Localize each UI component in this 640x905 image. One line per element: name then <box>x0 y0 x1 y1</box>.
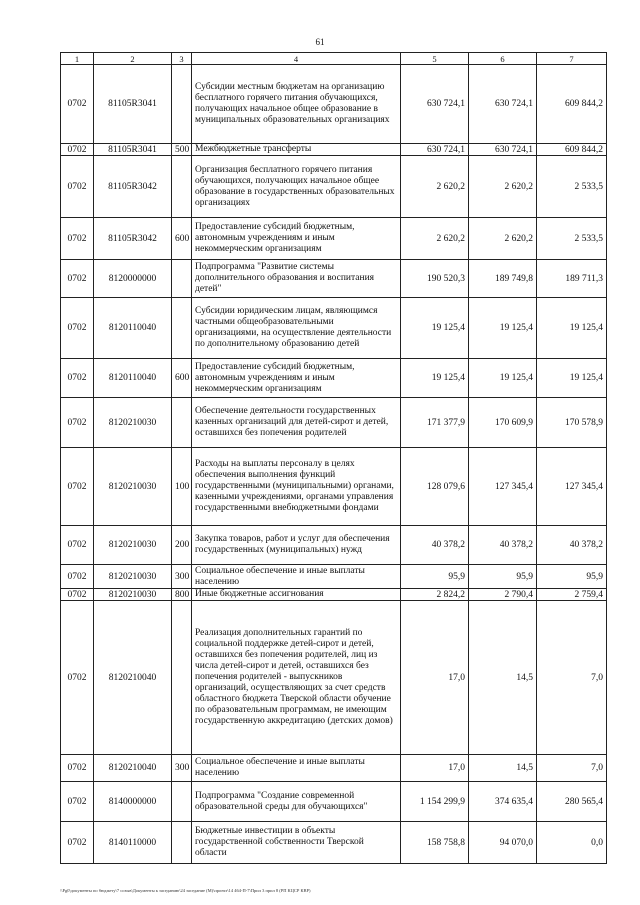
file-path-footer: \\Pg0\документы по бюджету\7 созыв\Документы к заседанию\24 заседание (М)\проект\14 464-П-7\Прил 3 прил 8 (РП КЦСР КВР) <box>60 888 311 893</box>
amount-col5: 1 154 299,9 <box>401 782 469 822</box>
target-article: 8140000000 <box>94 782 172 822</box>
col-header-4: 4 <box>192 53 401 65</box>
section-code: 0702 <box>61 782 94 822</box>
target-article: 81105R3042 <box>94 156 172 218</box>
amount-col6: 14,5 <box>469 601 537 755</box>
amount-col7: 7,0 <box>537 755 607 782</box>
target-article: 8120210030 <box>94 565 172 589</box>
section-code: 0702 <box>61 526 94 565</box>
table-row <box>61 156 607 218</box>
expense-kind: 500 <box>172 144 192 156</box>
expense-kind <box>172 782 192 822</box>
col-header-3: 3 <box>172 53 192 65</box>
col-header-2: 2 <box>94 53 172 65</box>
amount-col7: 95,9 <box>537 565 607 589</box>
section-code: 0702 <box>61 755 94 782</box>
amount-col5: 40 378,2 <box>401 526 469 565</box>
amount-col7: 2 533,5 <box>537 218 607 260</box>
expense-kind <box>172 156 192 218</box>
amount-col5: 19 125,4 <box>401 298 469 359</box>
amount-col5: 171 377,9 <box>401 398 469 448</box>
amount-col5: 95,9 <box>401 565 469 589</box>
amount-col6: 2 620,2 <box>469 156 537 218</box>
amount-col7: 189 711,3 <box>537 260 607 298</box>
section-code: 0702 <box>61 589 94 601</box>
amount-col6: 374 635,4 <box>469 782 537 822</box>
table-row <box>61 448 607 526</box>
amount-col7: 7,0 <box>537 601 607 755</box>
table-row <box>61 65 607 144</box>
item-name: Подпрограмма "Развитие системы дополнительного образования и воспитания детей" <box>192 260 401 298</box>
expense-kind <box>172 65 192 144</box>
item-name: Бюджетные инвестиции в объекты государственной собственности Тверской области <box>192 822 401 864</box>
target-article: 8120110040 <box>94 298 172 359</box>
expense-kind <box>172 298 192 359</box>
amount-col6: 95,9 <box>469 565 537 589</box>
item-name: Подпрограмма "Создание современной образовательной среды для обучающихся" <box>192 782 401 822</box>
expense-kind: 300 <box>172 755 192 782</box>
section-code: 0702 <box>61 448 94 526</box>
table-row <box>61 822 607 864</box>
target-article: 8120210030 <box>94 448 172 526</box>
target-article: 8120110040 <box>94 359 172 398</box>
amount-col5: 630 724,1 <box>401 144 469 156</box>
expense-kind: 100 <box>172 448 192 526</box>
target-article: 8120210030 <box>94 589 172 601</box>
table-row <box>61 298 607 359</box>
page-number: 61 <box>315 37 325 47</box>
table-row <box>61 359 607 398</box>
amount-col7: 2 759,4 <box>537 589 607 601</box>
col-header-5: 5 <box>401 53 469 65</box>
table-row <box>61 565 607 589</box>
amount-col7: 19 125,4 <box>537 359 607 398</box>
amount-col5: 17,0 <box>401 755 469 782</box>
table-row <box>61 589 607 601</box>
expense-kind: 600 <box>172 359 192 398</box>
amount-col6: 94 070,0 <box>469 822 537 864</box>
section-code: 0702 <box>61 565 94 589</box>
section-code: 0702 <box>61 398 94 448</box>
budget-table <box>60 52 607 864</box>
amount-col6: 630 724,1 <box>469 65 537 144</box>
item-name: Реализация дополнительных гарантий по социальной поддержке детей-сирот и детей, оставшихся без попечения родителей, лиц из числа детей-сирот и детей, оставшихся без попечения родителей - выпускников организаций, осуществляющих за счет средств областного бюджета Тверской области обучение по образовательным программам, не имеющим государственную аккредитацию (детских домов) <box>192 601 401 755</box>
target-article: 81105R3041 <box>94 65 172 144</box>
item-name: Расходы на выплаты персоналу в целях обеспечения выполнения функций государственными (муниципальными) органами, казенными учреждениями, органами управления государственными внебюджетными фондами <box>192 448 401 526</box>
section-code: 0702 <box>61 601 94 755</box>
header-row <box>61 53 607 65</box>
expense-kind: 800 <box>172 589 192 601</box>
amount-col6: 630 724,1 <box>469 144 537 156</box>
table-row <box>61 755 607 782</box>
expense-kind: 200 <box>172 526 192 565</box>
amount-col6: 2 620,2 <box>469 218 537 260</box>
table-row <box>61 144 607 156</box>
amount-col7: 609 844,2 <box>537 144 607 156</box>
table-row <box>61 601 607 755</box>
col-header-6: 6 <box>469 53 537 65</box>
amount-col7: 280 565,4 <box>537 782 607 822</box>
item-name: Обеспечение деятельности государственных казенных организаций для детей-сирот и детей, оставшихся без попечения родителей <box>192 398 401 448</box>
section-code: 0702 <box>61 218 94 260</box>
amount-col7: 170 578,9 <box>537 398 607 448</box>
amount-col6: 19 125,4 <box>469 298 537 359</box>
amount-col7: 2 533,5 <box>537 156 607 218</box>
section-code: 0702 <box>61 144 94 156</box>
expense-kind <box>172 822 192 864</box>
amount-col5: 2 824,2 <box>401 589 469 601</box>
target-article: 81105R3041 <box>94 144 172 156</box>
target-article: 8120210040 <box>94 755 172 782</box>
section-code: 0702 <box>61 260 94 298</box>
amount-col5: 19 125,4 <box>401 359 469 398</box>
table-row <box>61 260 607 298</box>
expense-kind <box>172 260 192 298</box>
table-row <box>61 398 607 448</box>
amount-col7: 127 345,4 <box>537 448 607 526</box>
item-name: Субсидии местным бюджетам на организацию бесплатного горячего питания обучающихся, получающих начальное общее образование в муниципальных образовательных организациях <box>192 65 401 144</box>
item-name: Межбюджетные трансферты <box>192 144 401 156</box>
amount-col6: 14,5 <box>469 755 537 782</box>
section-code: 0702 <box>61 359 94 398</box>
amount-col7: 40 378,2 <box>537 526 607 565</box>
col-header-1: 1 <box>61 53 94 65</box>
target-article: 8140110000 <box>94 822 172 864</box>
section-code: 0702 <box>61 298 94 359</box>
amount-col7: 0,0 <box>537 822 607 864</box>
section-code: 0702 <box>61 65 94 144</box>
target-article: 8120210040 <box>94 601 172 755</box>
amount-col5: 158 758,8 <box>401 822 469 864</box>
amount-col6: 2 790,4 <box>469 589 537 601</box>
target-article: 8120000000 <box>94 260 172 298</box>
target-article: 81105R3042 <box>94 218 172 260</box>
amount-col5: 630 724,1 <box>401 65 469 144</box>
amount-col7: 609 844,2 <box>537 65 607 144</box>
table-row <box>61 782 607 822</box>
amount-col6: 40 378,2 <box>469 526 537 565</box>
item-name: Закупка товаров, работ и услуг для обеспечения государственных (муниципальных) нужд <box>192 526 401 565</box>
target-article: 8120210030 <box>94 398 172 448</box>
table-row <box>61 526 607 565</box>
amount-col6: 189 749,8 <box>469 260 537 298</box>
target-article: 8120210030 <box>94 526 172 565</box>
table-row <box>61 218 607 260</box>
expense-kind <box>172 398 192 448</box>
amount-col5: 2 620,2 <box>401 156 469 218</box>
expense-kind: 600 <box>172 218 192 260</box>
item-name: Предоставление субсидий бюджетным, автономным учреждениям и иным некоммерческим организациям <box>192 359 401 398</box>
amount-col6: 170 609,9 <box>469 398 537 448</box>
amount-col5: 17,0 <box>401 601 469 755</box>
amount-col5: 128 079,6 <box>401 448 469 526</box>
col-header-7: 7 <box>537 53 607 65</box>
amount-col6: 19 125,4 <box>469 359 537 398</box>
item-name: Социальное обеспечение и иные выплаты населению <box>192 755 401 782</box>
item-name: Иные бюджетные ассигнования <box>192 589 401 601</box>
amount-col7: 19 125,4 <box>537 298 607 359</box>
section-code: 0702 <box>61 822 94 864</box>
amount-col5: 190 520,3 <box>401 260 469 298</box>
amount-col6: 127 345,4 <box>469 448 537 526</box>
expense-kind: 300 <box>172 565 192 589</box>
item-name: Организация бесплатного горячего питания обучающихся, получающих начальное общее образование в государственных образовательных организациях <box>192 156 401 218</box>
expense-kind <box>172 601 192 755</box>
item-name: Субсидии юридическим лицам, являющимся частными общеобразовательными организациями, на осуществление деятельности по дополнительному образованию детей <box>192 298 401 359</box>
amount-col5: 2 620,2 <box>401 218 469 260</box>
item-name: Социальное обеспечение и иные выплаты населению <box>192 565 401 589</box>
section-code: 0702 <box>61 156 94 218</box>
item-name: Предоставление субсидий бюджетным, автономным учреждениям и иным некоммерческим организациям <box>192 218 401 260</box>
